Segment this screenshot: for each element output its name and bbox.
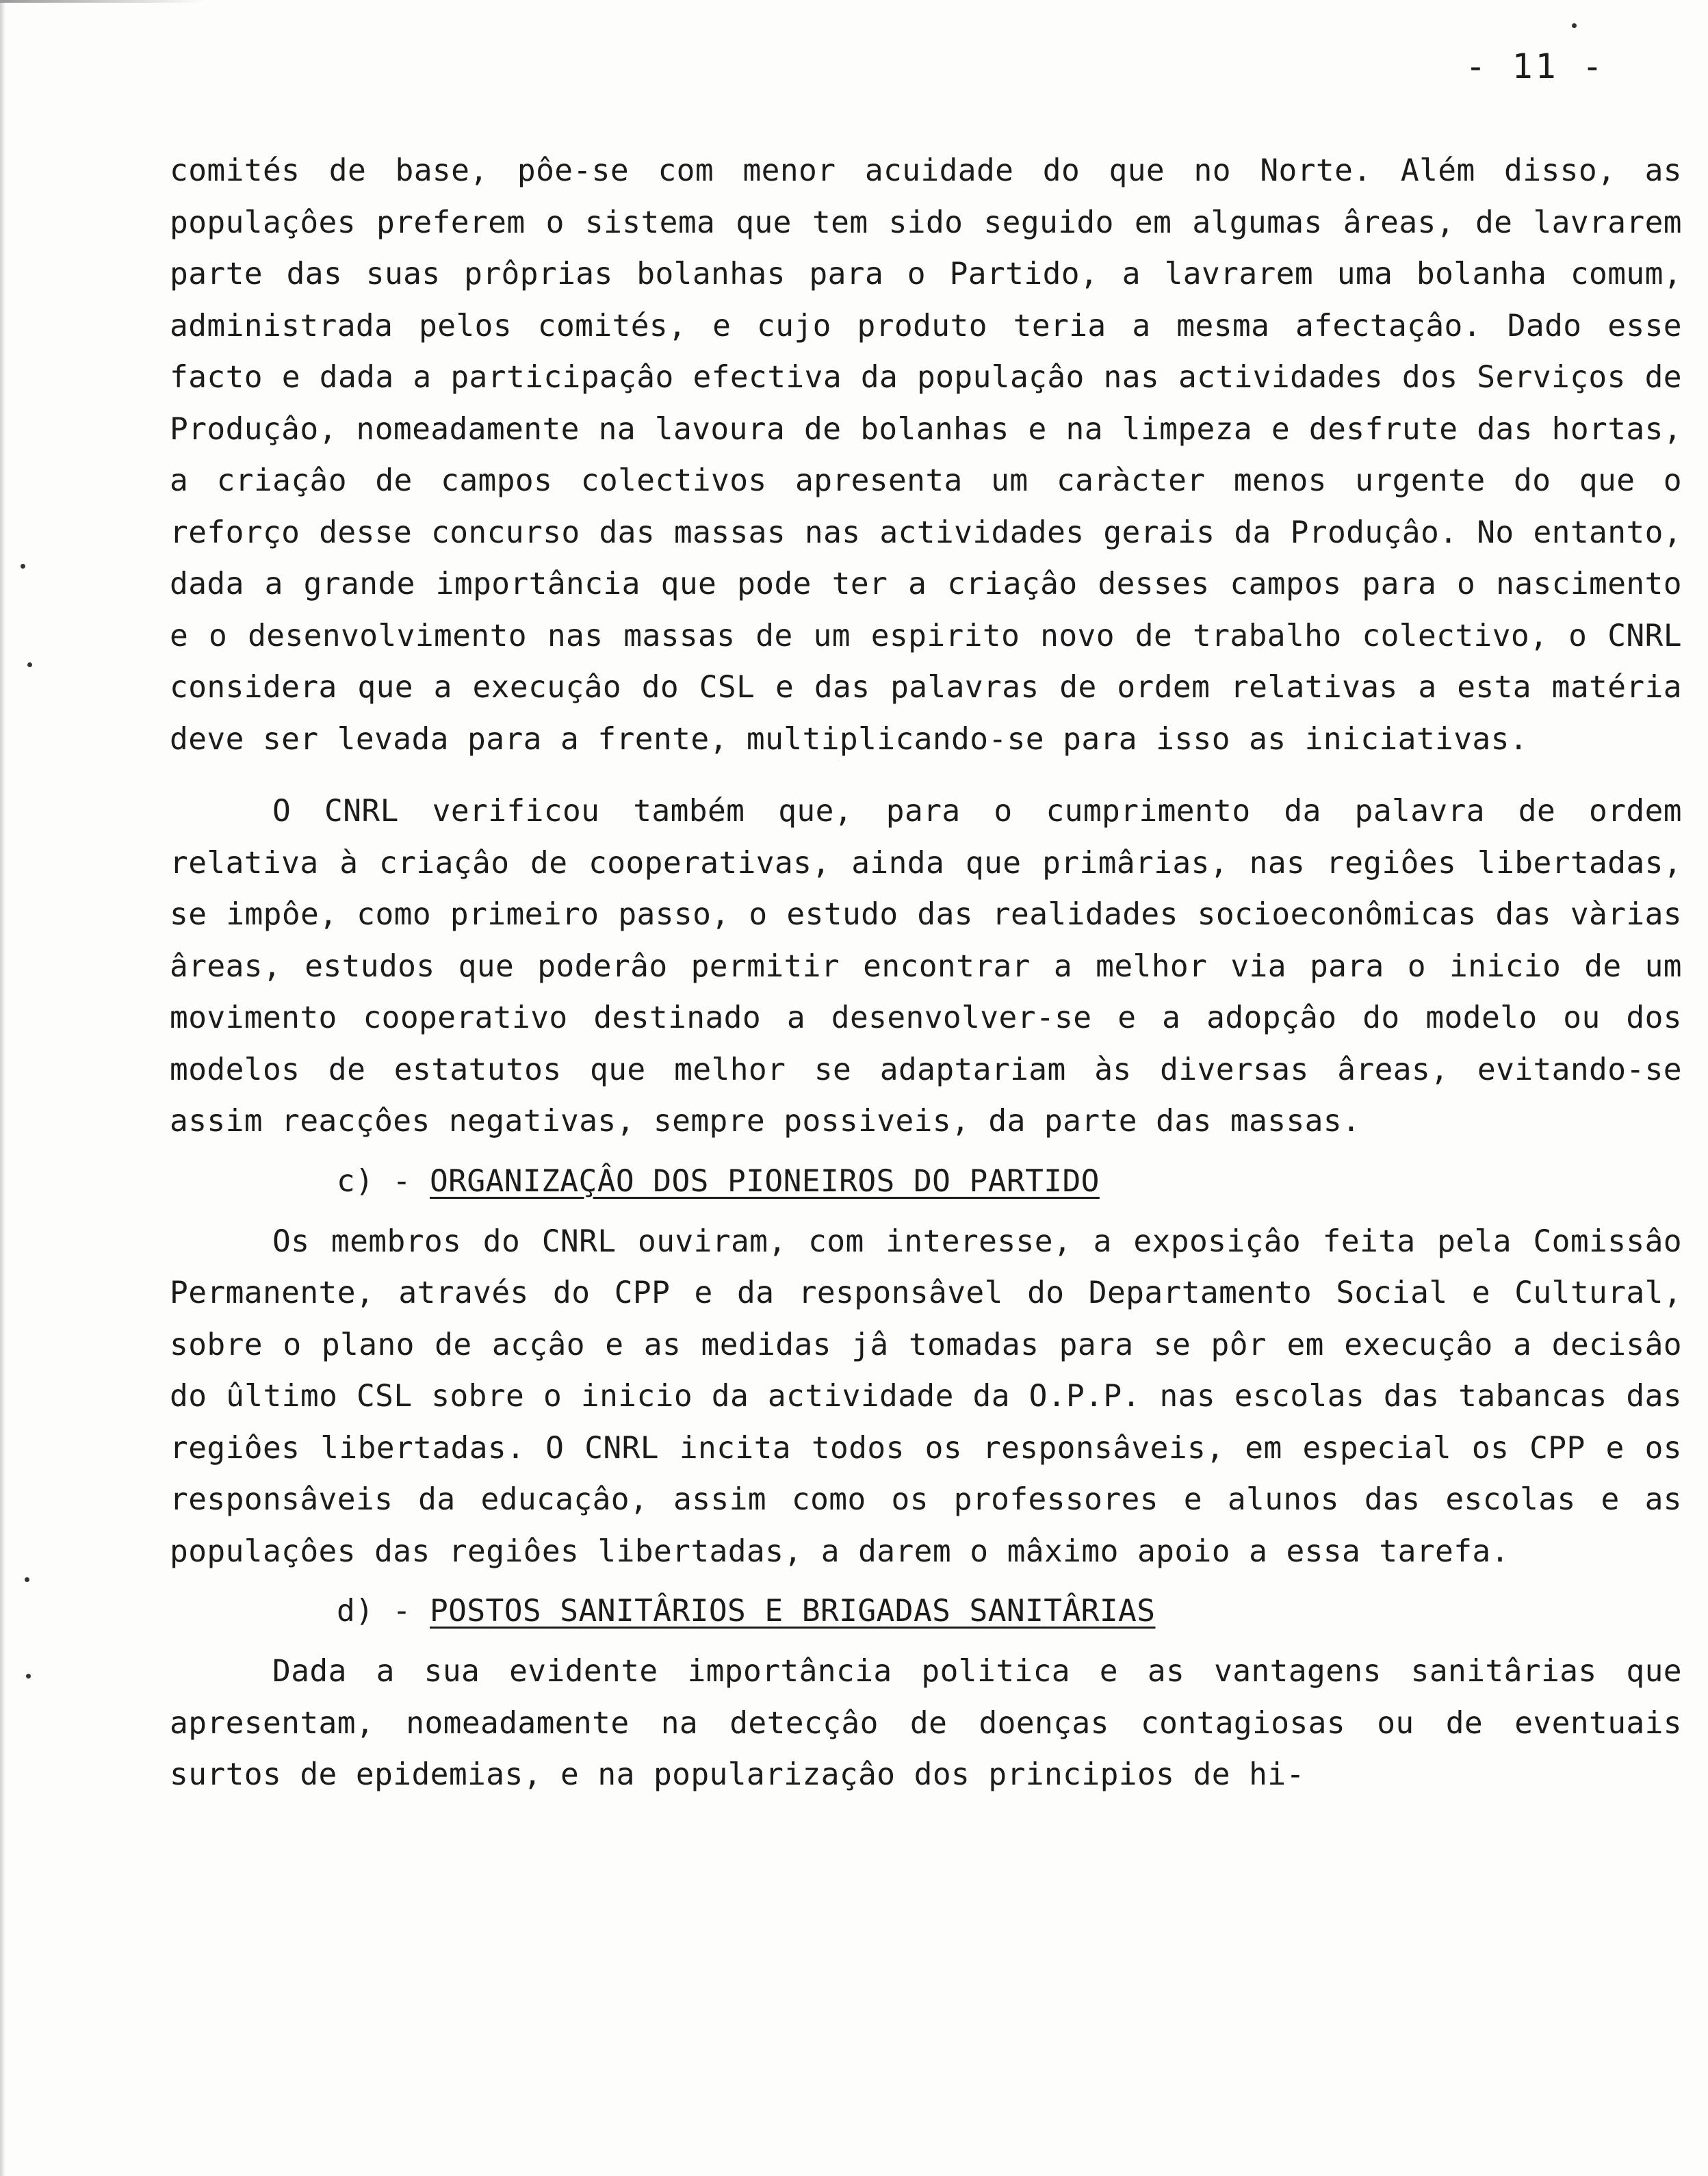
ink-speck [27,662,32,667]
scan-top-mark [0,0,205,3]
ink-speck [25,1577,29,1582]
ink-speck [1572,23,1577,28]
section-marker-c: c) - [337,1163,411,1199]
paragraph-cooperativas: O CNRL verificou também que, para o cumprimento da palavra de ordem relativa à criaçâo de cooperativas, ainda que primârias, nas regiôes libertadas, se impôe, como primeiro passo, o estudo das realidades socioeconômicas das vàrias âreas, estudos que poderâo permitir encontrar a melhor via para o inicio de um movimento cooperativo destinado a desenvolver-se e a adopçâo do modelo ou dos modelos de estatutos que melhor se adaptariam às diversas âreas, evitando-se assim reacçôes negativas, sempre possiveis, da parte das massas. [170,794,1682,1139]
section-title-d: POSTOS SANITÂRIOS E BRIGADAS SANITÂRIAS [429,1594,1156,1629]
paragraph-gap [170,765,1682,786]
section-heading-d [170,1577,1682,1646]
ink-speck [21,564,25,569]
document-body [170,145,1682,1801]
section-title-c: ORGANIZAÇÂO DOS PIONEIROS DO PARTIDO [429,1163,1100,1199]
page-number: - 11 - [1465,47,1605,86]
scan-edge-shadow [0,0,5,2176]
paragraph-campos-colectivos: comités de base, pôe-se com menor acuidade do que no Norte. Além disso, as populaçôes preferem o sistema que tem sido seguido em algumas âreas, de lavrarem parte das suas prôprias bolanhas para o Partido, a lavrarem uma bolanha comum, administrada pelos comités, e cujo produto teria a mesma afectaçâo. Dado esse facto e dada a participaçâo efectiva da populaçâo nas actividades dos Serviços de Produçâo, nomeadamente na lavoura de bolanhas e na limpeza e desfrute das hortas, a criaçâo de campos colectivos apresenta um caràcter menos urgente do que o reforço desse concurso das massas nas actividades gerais da Produçâo. No entanto, dada a grande importância que pode ter a criaçâo desses campos para o nascimento e o desenvolvimento nas massas de um espirito novo de trabalho colectivo, o CNRL considera que a execuçâo do CSL e das palavras de ordem relativas a esta matéria deve ser levada para a frente, multiplicando-se para isso as iniciativas. [170,153,1682,757]
section-marker-d: d) - [337,1594,411,1629]
paragraph-pioneiros: Os membros do CNRL ouviram, com interesse, a exposiçâo feita pela Comissâo Permanente, através do CPP e da responsâvel do Departamento Social e Cultural, sobre o plano de acçâo e as medidas jâ tomadas para se pôr em execuçâo a decisâo do ûltimo CSL sobre o inicio da actividade da O.P.P. nas escolas das tabancas das regiôes libertadas. O CNRL incita todos os responsâveis, em especial os CPP e os responsâveis da educaçâo, assim como os professores e alunos das escolas e as populaçôes das regiôes libertadas, a darem o mâximo apoio a essa tarefa. [170,1223,1682,1569]
paragraph-postos-sanitarios: Dada a sua evidente importância politica e as vantagens sanitârias que apresentam, nomeadamente na detecçâo de doenças contagiosas ou de eventuais surtos de epidemias, e na popularizaçâo dos principios de hi- [170,1654,1682,1792]
ink-speck [26,1674,31,1679]
section-heading-c [170,1148,1682,1216]
